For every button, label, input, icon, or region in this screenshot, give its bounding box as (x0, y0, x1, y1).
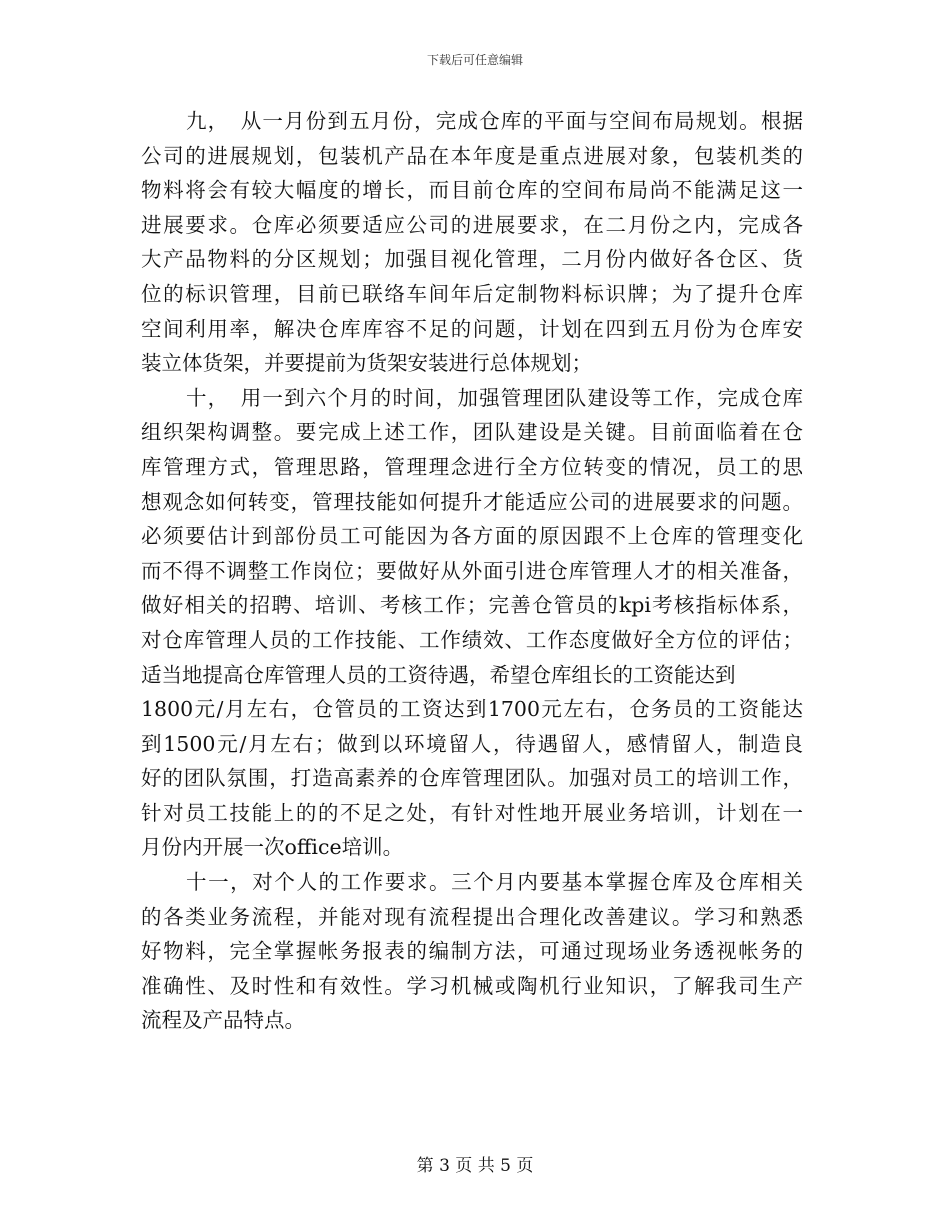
text-line: 十， 用一到六个月的时间，加强管理团队建设等工作，完成仓库 (186, 385, 803, 410)
paragraph-11 (141, 865, 803, 1038)
text-line: 好的团队氛围，打造高素养的仓库管理团队。加强对员工的培训工作， (141, 766, 803, 791)
text-line: 准确性、及时性和有效性。学习机械或陶机行业知识，了解我司生产 (141, 973, 803, 998)
text-line: 适当地提高仓库管理人员的工资待遇，希望仓库组长的工资能达到 (141, 662, 736, 687)
text-line: 月份内开展一次office培训。 (141, 835, 404, 860)
text-line: 位的标识管理，目前已联络车间年后定制物料标识牌；为了提升仓库 (141, 281, 803, 306)
paragraph-10 (141, 381, 803, 865)
text-line: 十一，对个人的工作要求。三个月内要基本掌握仓库及仓库相关 (186, 870, 803, 895)
text-line: 组织架构调整。要完成上述工作，团队建设是关键。目前面临着在仓 (141, 420, 803, 445)
text-line: 针对员工技能上的的不足之处，有针对性地开展业务培训，计划在一 (141, 800, 803, 825)
text-line: 物料将会有较大幅度的增长，而目前仓库的空间布局尚不能满足这一 (141, 178, 803, 203)
document-body (141, 104, 803, 1038)
text-line: 九， 从一月份到五月份，完成仓库的平面与空间布局规划。根据 (186, 109, 803, 133)
text-line: 空间利用率，解决仓库库容不足的问题，计划在四到五月份为仓库安 (141, 316, 803, 341)
page-header: 下载后可任意编辑 (426, 53, 523, 67)
text-line: 进展要求。仓库必须要适应公司的进展要求，在二月份之内，完成各 (141, 212, 803, 237)
text-line: 必须要估计到部份员工可能因为各方面的原因跟不上仓库的管理变化 (141, 524, 803, 549)
text-line: 1800元/月左右，仓管员的工资达到1700元左右，仓务员的工资能达 (141, 697, 803, 722)
text-line: 做好相关的招聘、培训、考核工作；完善仓管员的kpi考核指标体系， (141, 593, 803, 618)
text-line: 而不得不调整工作岗位；要做好从外面引进仓库管理人才的相关准备， (141, 558, 803, 583)
text-line: 装立体货架，并要提前为货架安装进行总体规划； (141, 351, 592, 376)
text-line: 大产品物料的分区规划；加强目视化管理，二月份内做好各仓区、货 (141, 247, 803, 272)
paragraph-9 (141, 104, 803, 381)
text-line: 库管理方式，管理思路，管理理念进行全方位转变的情况，员工的思 (141, 454, 803, 479)
text-line: 流程及产品特点。 (141, 1008, 305, 1033)
text-line: 到1500元/月左右；做到以环境留人，待遇留人，感情留人，制造良 (141, 731, 803, 756)
text-line: 好物料，完全掌握帐务报表的编制方法，可通过现场业务透视帐务的 (141, 939, 803, 964)
text-line: 公司的进展规划，包装机产品在本年度是重点进展对象，包装机类的 (141, 143, 803, 168)
text-line: 想观念如何转变，管理技能如何提升才能适应公司的进展要求的问题。 (141, 489, 803, 514)
text-line: 的各类业务流程，并能对现有流程提出合理化改善建议。学习和熟悉 (141, 904, 803, 929)
text-line: 对仓库管理人员的工作技能、工作绩效、工作态度做好全方位的评估； (141, 627, 803, 652)
page-number-footer: 第 3 页 共 5 页 (416, 1156, 534, 1176)
